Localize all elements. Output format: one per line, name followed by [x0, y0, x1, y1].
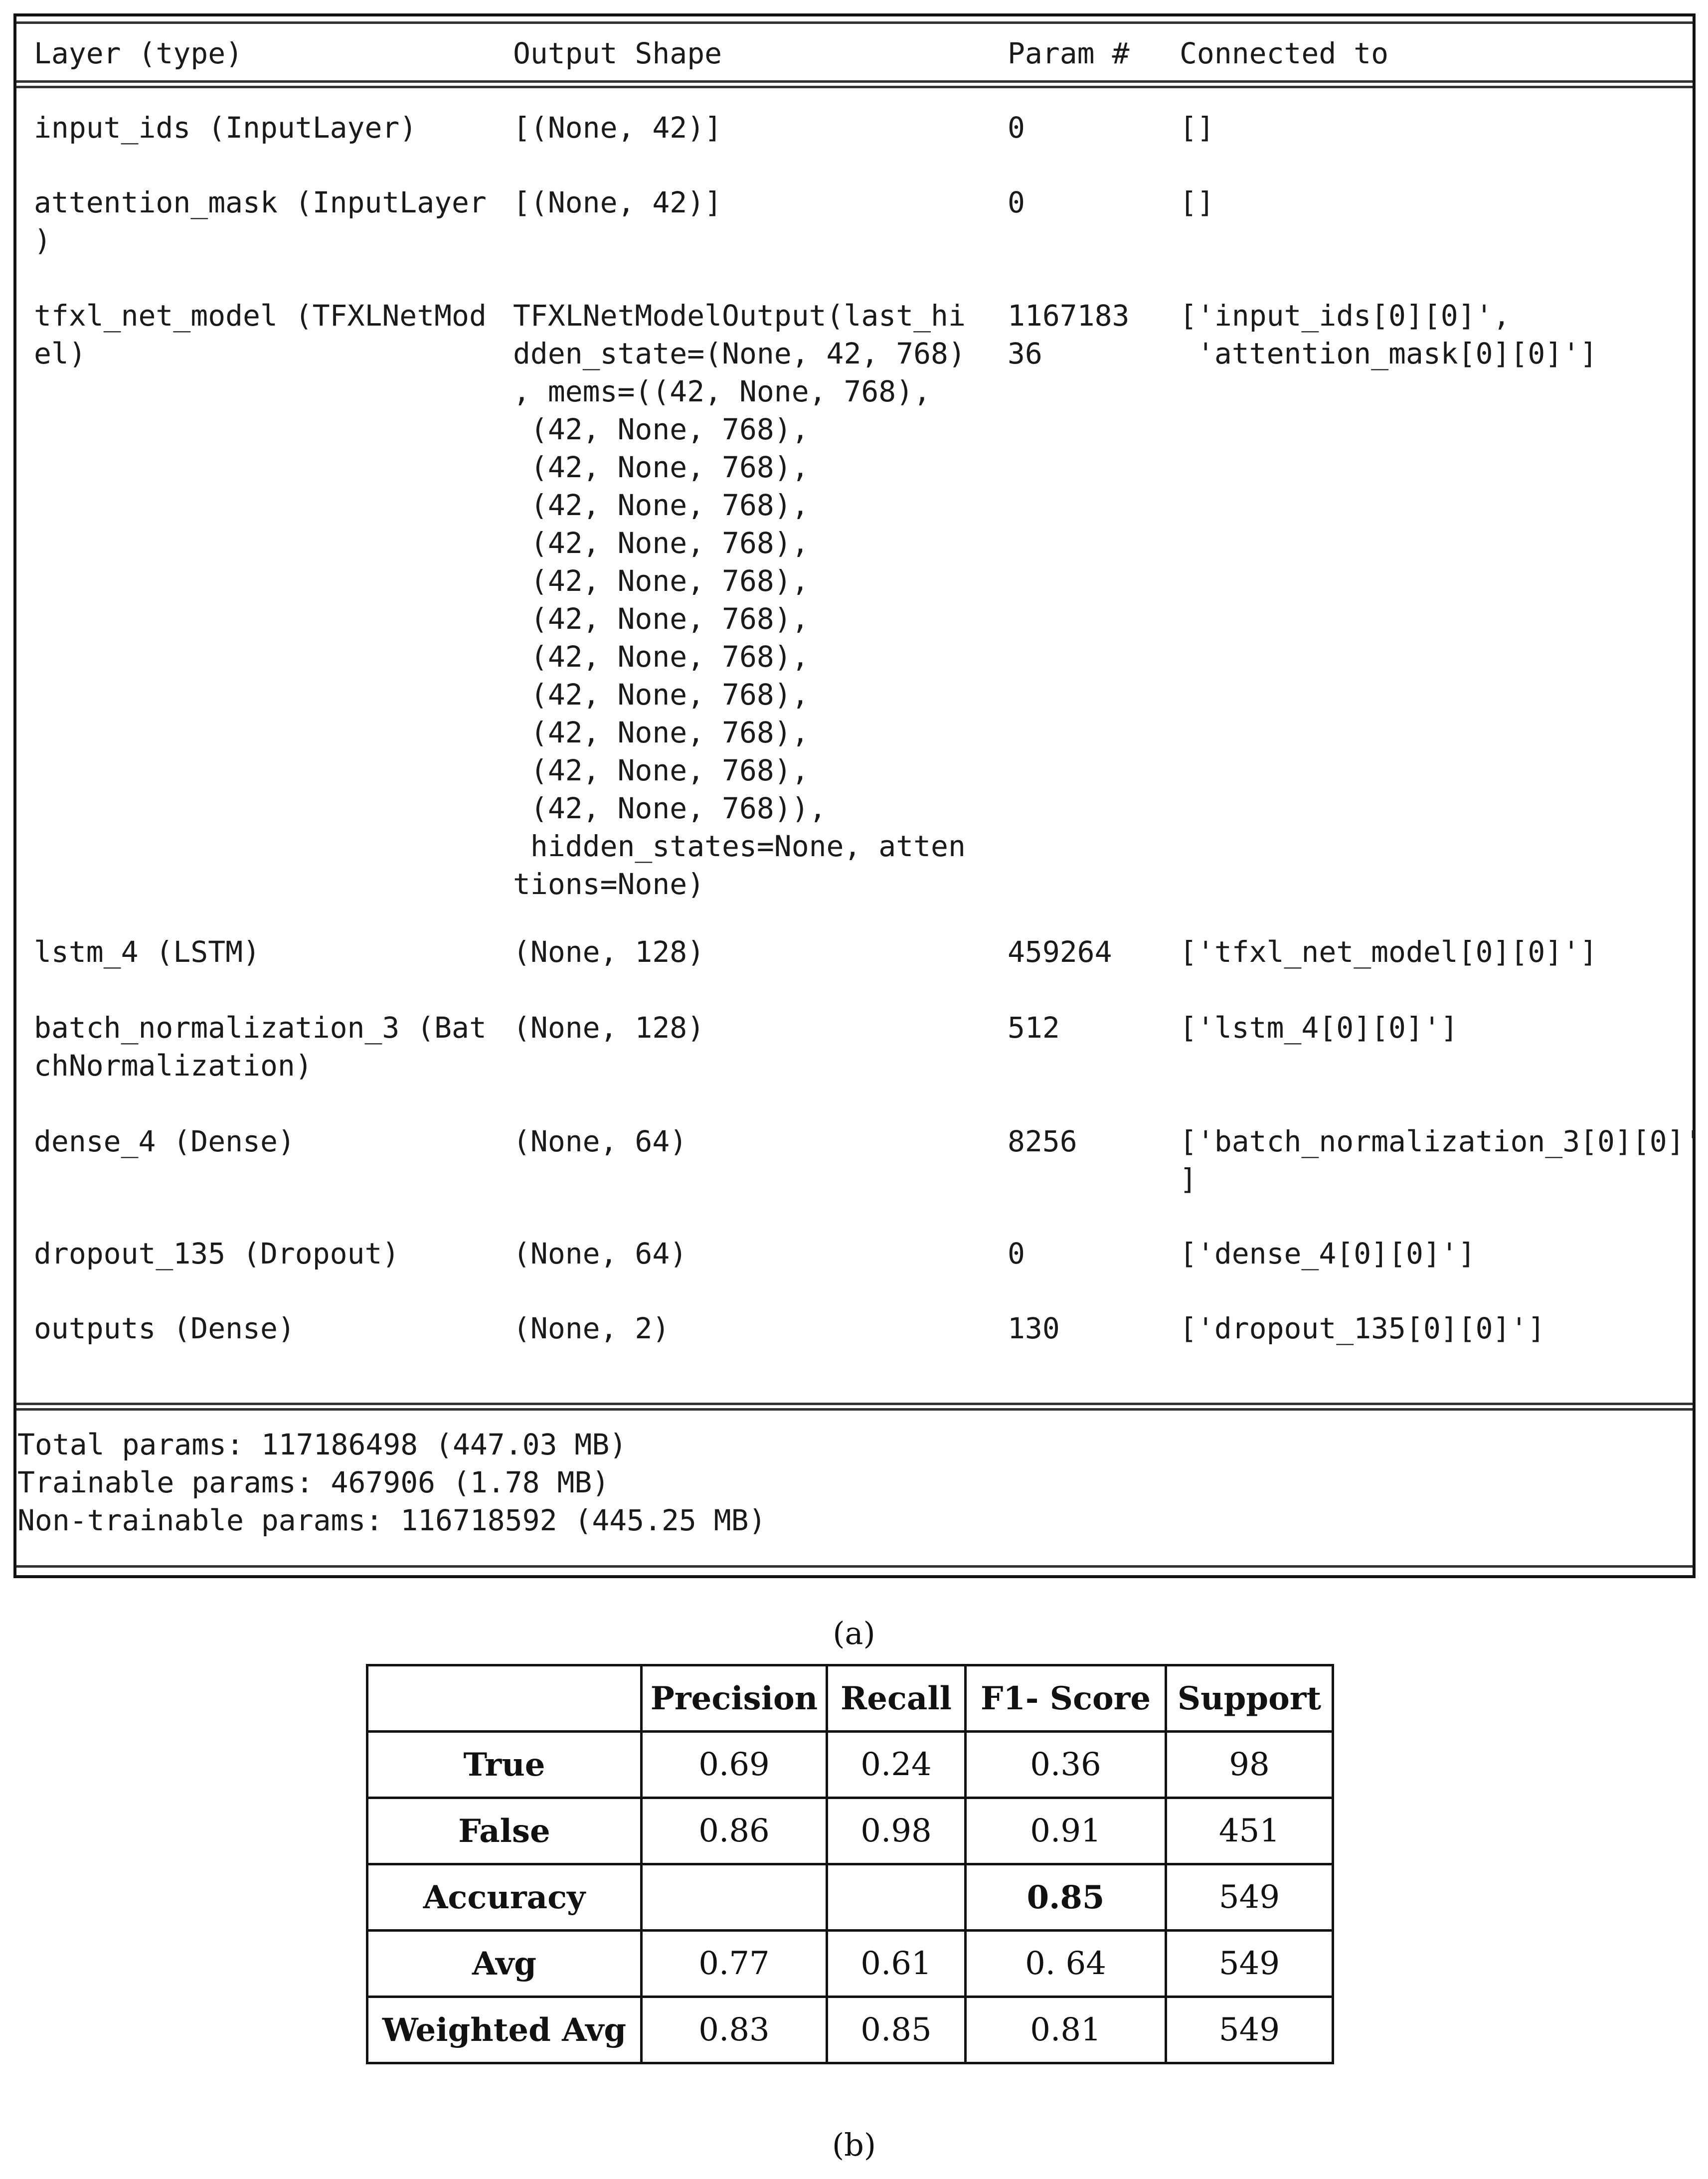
row-label: True — [367, 1732, 642, 1798]
layer-params: 8256 — [1008, 1124, 1077, 1158]
metrics-table — [366, 1664, 1334, 2064]
f1-value: 0.85 — [966, 1864, 1166, 1931]
row-label: Accuracy — [367, 1864, 642, 1931]
precision-value: 0.77 — [642, 1931, 827, 1997]
layer-shape: (None, 128) — [513, 1011, 705, 1045]
support-value: 549 — [1166, 1931, 1333, 1997]
layer-params: 130 — [1008, 1311, 1060, 1345]
row-label: Avg — [367, 1931, 642, 1997]
layer-params: 0 — [1008, 1237, 1025, 1271]
layer-connected: ['dense_4[0][0]'] — [1180, 1237, 1476, 1271]
layer-params: 459264 — [1008, 935, 1112, 969]
header-layer-type: Layer (type) — [34, 36, 243, 70]
support-value: 451 — [1166, 1798, 1333, 1864]
layer-connected: ['tfxl_net_model[0][0]'] — [1180, 935, 1598, 969]
header-f1-score: F1- Score — [966, 1665, 1166, 1732]
layer-name: tfxl_net_model (TFXLNetMod el) — [34, 299, 487, 370]
precision-value: 0.83 — [642, 1997, 827, 2063]
f1-value: 0. 64 — [966, 1931, 1166, 1997]
layer-connected: ['lstm_4[0][0]'] — [1180, 1011, 1458, 1045]
trainable-params: Trainable params: 467906 (1.78 MB) — [17, 1465, 610, 1499]
model-summary — [13, 13, 1702, 1578]
layer-shape: [(None, 42)] — [513, 185, 722, 219]
f1-value: 0.81 — [966, 1997, 1166, 2063]
layer-name: dense_4 (Dense) — [34, 1124, 295, 1158]
layer-shape: (None, 64) — [513, 1124, 687, 1158]
layer-params: 1167183 36 — [1008, 299, 1130, 370]
metrics-row-true — [367, 1732, 1333, 1798]
layer-name: outputs (Dense) — [34, 1311, 295, 1345]
layer-name: attention_mask (InputLayer ) — [34, 185, 487, 257]
layer-shape: (None, 2) — [513, 1311, 670, 1345]
recall-value: 0.98 — [827, 1798, 966, 1864]
header-connected-to: Connected to — [1180, 36, 1389, 70]
metrics-row-avg — [367, 1931, 1333, 1997]
caption-b: (b) — [832, 2127, 876, 2163]
layer-name: batch_normalization_3 (Bat chNormalization) — [34, 1011, 487, 1083]
f1-value: 0.91 — [966, 1798, 1166, 1864]
bottom-rule — [16, 1565, 1693, 1568]
precision-value: 0.69 — [642, 1732, 827, 1798]
precision-value: 0.86 — [642, 1798, 827, 1864]
header-support: Support — [1166, 1665, 1333, 1732]
layer-shape: (None, 128) — [513, 935, 705, 969]
layer-params: 512 — [1008, 1011, 1060, 1045]
f1-value: 0.36 — [966, 1732, 1166, 1798]
top-rule — [16, 21, 1693, 24]
recall-value — [827, 1864, 966, 1931]
layer-name: input_ids (InputLayer) — [34, 111, 417, 145]
layer-params: 0 — [1008, 185, 1025, 219]
recall-value: 0.24 — [827, 1732, 966, 1798]
row-label: False — [367, 1798, 642, 1864]
header-corner-cell — [367, 1665, 642, 1732]
layer-connected: [] — [1180, 111, 1214, 145]
layer-connected: ['input_ids[0][0]', 'attention_mask[0][0]'] — [1180, 299, 1598, 370]
caption-a: (a) — [833, 1615, 875, 1651]
recall-value: 0.85 — [827, 1997, 966, 2063]
layer-connected: ['batch_normalization_3[0][0]' ] — [1180, 1124, 1702, 1196]
layer-connected: ['dropout_135[0][0]'] — [1180, 1311, 1545, 1345]
layer-shape: TFXLNetModelOutput(last_hi dden_state=(None, 42, 768) , mems=((42, None, 768), (42, None, 768), (42, None, 768), (42, None, 768), (42, None, 768), (42, None, 768), (42, None, 768), (42, None, 768), (42, None, 768), (42, None, 768), (42, None, 768), (42, None, 768)), hidden_states=None, atten tions=None) — [513, 299, 966, 901]
layer-name: dropout_135 (Dropout) — [34, 1237, 400, 1271]
header-precision: Precision — [642, 1665, 827, 1732]
header-output-shape: Output Shape — [513, 36, 722, 70]
layer-name: lstm_4 (LSTM) — [34, 935, 260, 969]
header-param-count: Param # — [1008, 36, 1130, 70]
layer-shape: (None, 64) — [513, 1237, 687, 1271]
support-value: 98 — [1166, 1732, 1333, 1798]
layer-shape: [(None, 42)] — [513, 111, 722, 145]
precision-value — [642, 1864, 827, 1931]
metrics-row-false — [367, 1798, 1333, 1864]
totals-double-rule — [16, 1403, 1693, 1405]
metrics-row-accuracy — [367, 1864, 1333, 1931]
non-trainable-params: Non-trainable params: 116718592 (445.25 MB) — [17, 1503, 766, 1537]
row-label: Weighted Avg — [367, 1997, 642, 2063]
support-value: 549 — [1166, 1864, 1333, 1931]
header-recall: Recall — [827, 1665, 966, 1732]
support-value: 549 — [1166, 1997, 1333, 2063]
metrics-row-weighted-avg — [367, 1997, 1333, 2063]
layer-params: 0 — [1008, 111, 1025, 145]
total-params: Total params: 117186498 (447.03 MB) — [17, 1428, 627, 1461]
header-double-rule — [16, 80, 1693, 83]
metrics-header-row — [367, 1665, 1333, 1732]
recall-value: 0.61 — [827, 1931, 966, 1997]
layer-connected: [] — [1180, 185, 1214, 219]
